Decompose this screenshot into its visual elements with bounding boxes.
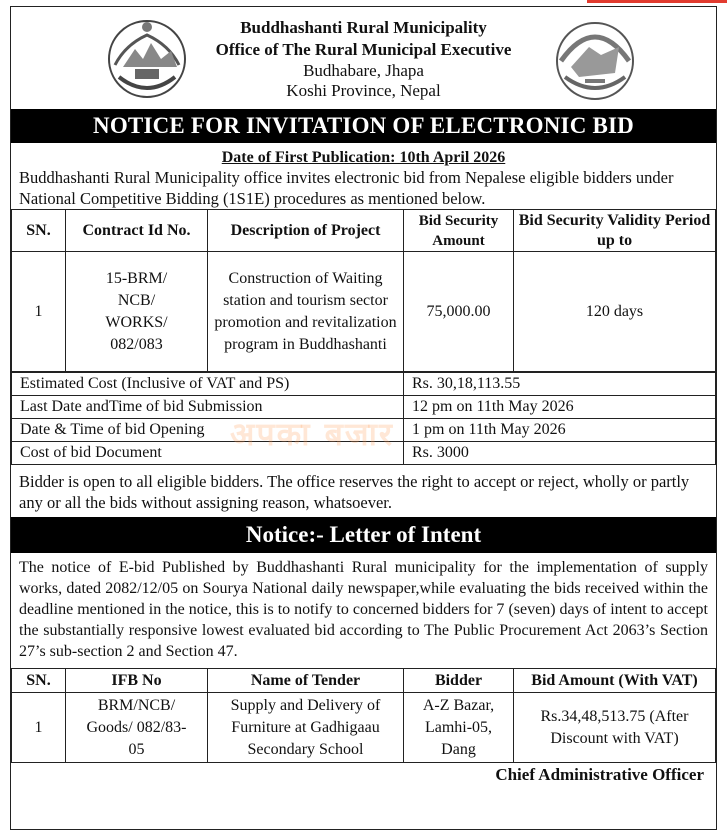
col-security-amount: Bid Security Amount <box>404 210 514 252</box>
col-sn: SN. <box>12 669 66 693</box>
row-security-amount: 75,000.00 <box>404 252 514 372</box>
row-validity: 120 days <box>514 252 716 372</box>
col-sn: SN. <box>12 210 66 252</box>
row-bid-amount: Rs.34,48,513.75 (After Discount with VAT) <box>514 693 716 763</box>
award-table-header <box>12 669 716 693</box>
office-name: Office of The Rural Municipal Executive <box>215 40 512 59</box>
intro-paragraph: Buddhashanti Rural Municipality office invites electronic bid from Nepalese eligible bidders under National Competitive Bidding (1S1E) procedures as mentioned below. <box>19 168 674 208</box>
estimated-cost-label: Estimated Cost (Inclusive of VAT and PS) <box>12 373 404 396</box>
bid-opening-label: Date & Time of bid Opening <box>12 419 404 442</box>
letterhead <box>11 7 716 109</box>
row-sn: 1 <box>12 693 66 763</box>
col-tender-name: Name of Tender <box>208 669 404 693</box>
col-validity: Bid Security Validity Period up to <box>514 210 716 252</box>
publication-date: Date of First Publication: 10th April 2026 <box>221 149 506 166</box>
award-table <box>11 668 716 763</box>
document-cost-label: Cost of bid Document <box>12 442 404 465</box>
address-line: Budhabare, Jhapa <box>303 61 424 80</box>
letter-of-intent-banner: Notice:- Letter of Intent <box>11 517 716 553</box>
table-row <box>12 252 716 372</box>
bidder-note: Bidder is open to all eligible bidders. The office reserves the right to accept or reject, wholly or partly any or all the bids without assigning reason, whatsoever. <box>19 472 690 512</box>
col-contract-id: Contract Id No. <box>66 210 208 252</box>
submission-deadline-value: 12 pm on 11th May 2026 <box>404 396 716 419</box>
document-cost-value: Rs. 3000 <box>404 442 716 465</box>
col-description: Description of Project <box>208 210 404 252</box>
municipality-name: Buddhashanti Rural Municipality <box>240 18 487 37</box>
bid-table-header <box>12 210 716 252</box>
row-description: Construction of Waiting station and tourism sector promotion and revitalization program in Buddhashanti <box>208 252 404 372</box>
row-tender-name: Supply and Delivery of Furniture at Gadhigaau Secondary School <box>208 693 404 763</box>
top-red-accent <box>587 0 727 3</box>
row-sn: 1 <box>12 252 66 372</box>
row-bidder: A-Z Bazar, Lamhi-05, Dang <box>404 693 514 763</box>
row-contract-id: 15-BRM/ NCB/ WORKS/ 082/083 <box>66 252 208 372</box>
submission-deadline-label: Last Date andTime of bid Submission <box>12 396 404 419</box>
col-ifb-no: IFB No <box>66 669 208 693</box>
watermark: अपका बजार <box>230 415 395 453</box>
row-ifb-no: BRM/NCB/ Goods/ 082/83-05 <box>66 693 208 763</box>
estimated-cost-value: Rs. 30,18,113.55 <box>404 373 716 396</box>
province-line: Koshi Province, Nepal <box>286 81 441 100</box>
municipality-logo <box>549 17 641 103</box>
col-bidder: Bidder <box>404 669 514 693</box>
col-bid-amount: Bid Amount (With VAT) <box>514 669 716 693</box>
notice-banner: NOTICE FOR INVITATION OF ELECTRONIC BID <box>11 109 716 143</box>
bid-table <box>11 209 716 372</box>
signatory: Chief Administrative Officer <box>495 765 704 784</box>
table-row <box>12 693 716 763</box>
bid-opening-value: 1 pm on 11th May 2026 <box>404 419 716 442</box>
info-row <box>12 373 716 396</box>
letter-of-intent-text: The notice of E-bid Published by Buddhashanti Rural municipality for the implementation of supply works, dated 2082/12/05 on Sourya National daily newspaper,while evaluating the bids received within the deadline mentioned in the notice, this is to notify to concerned bidders for 7 (seven) days of intent to accept the substantially responsive lowest evaluated bid according to The Public Procurement Act 2063’s Section 27’s sub-section 2 and Section 47. <box>19 559 708 660</box>
